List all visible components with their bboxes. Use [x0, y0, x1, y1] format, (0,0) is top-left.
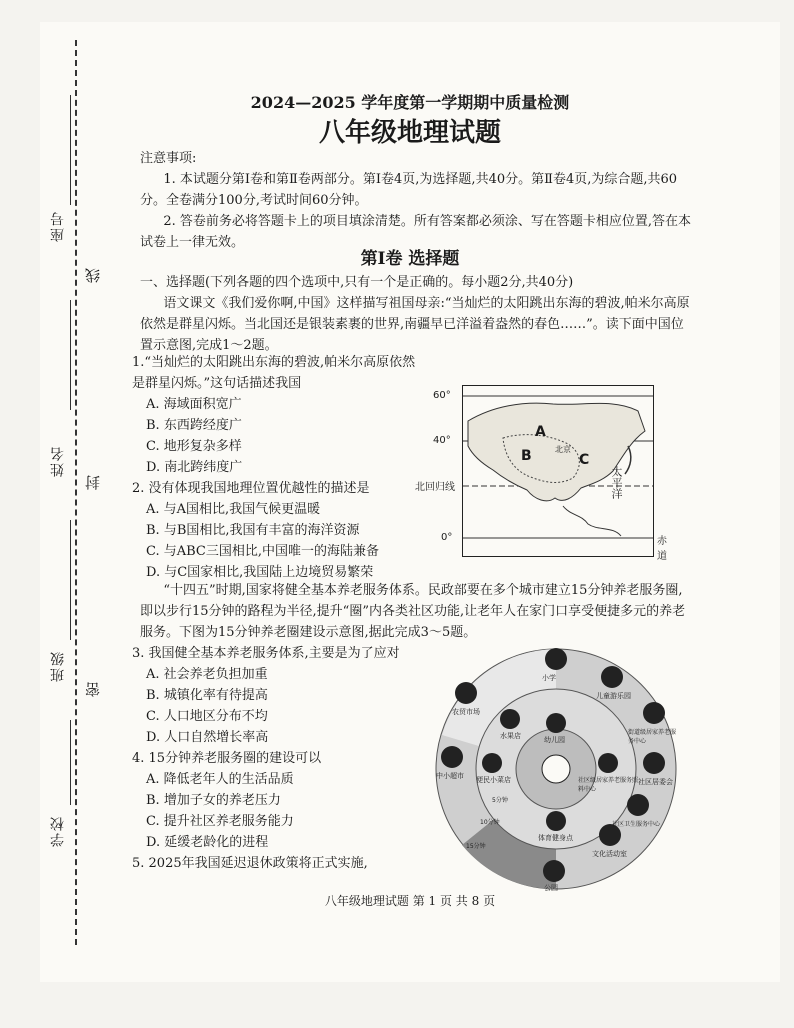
- option: D. 人口自然增长率高: [146, 730, 269, 745]
- class-write-line: [70, 520, 71, 640]
- china-location-map: [415, 385, 667, 562]
- option: B. 增加子女的养老压力: [146, 793, 281, 808]
- option: C. 地形复杂多样: [146, 439, 242, 454]
- binding-dashed-line: [75, 40, 77, 945]
- region-b-label: B: [521, 448, 532, 464]
- exam-title: 2024—2025 学年度第一学期期中质量检测: [250, 93, 570, 112]
- question-1: [132, 352, 422, 478]
- option: D. 南北跨纬度广: [146, 460, 243, 475]
- circle-label: 文化活动室: [592, 850, 627, 858]
- subject-title: 八年级地理试题: [318, 118, 501, 148]
- distance-label: 5分钟: [492, 797, 508, 804]
- circle-label: 幼儿园: [544, 736, 565, 744]
- question-stem: 2. 没有体现我国地理位置优越性的描述是: [132, 481, 370, 496]
- passage-2: [140, 580, 695, 643]
- circle-label: 公园: [544, 884, 558, 892]
- option: B. 与B国相比,我国有丰富的海洋资源: [146, 523, 360, 538]
- circle-label: 小学: [542, 674, 556, 682]
- question-stem: 3. 我国健全基本养老服务体系,主要是为了应对: [132, 646, 400, 661]
- beijing-label: 北京: [555, 445, 571, 454]
- page-footer: 八年级地理试题 第 1 页 共 8 页: [324, 894, 496, 908]
- lat-label: 40°: [433, 435, 451, 446]
- question-4: [132, 748, 432, 853]
- circle-label: 中小超市: [436, 772, 464, 780]
- name-label: 姓名: [50, 445, 66, 477]
- note-item: 2. 答卷前务必将答题卡上的项目填涂清楚。所有答案都必须涂、写在答题卡相应位置,答在本试卷上一律无效。: [140, 214, 692, 250]
- school-label: 学校: [50, 815, 66, 847]
- circle-label: 水果店: [500, 732, 521, 740]
- seal-char-seal: 封: [84, 475, 102, 490]
- name-write-line: [70, 300, 71, 410]
- question-stem: 4. 15分钟养老服务圈的建设可以: [132, 751, 322, 766]
- question-stem: 5. 2025年我国延迟退休政策将正式实施,: [132, 856, 368, 871]
- circle-label: 农贸市场: [452, 708, 480, 716]
- region-c-label: C: [579, 452, 590, 468]
- region-a-label: A: [535, 424, 546, 440]
- lat-label: 0°: [441, 532, 453, 543]
- circle-label: 便民小菜店: [476, 776, 511, 784]
- option: C. 人口地区分布不均: [146, 709, 268, 724]
- note-item: 1. 本试题分第Ⅰ卷和第Ⅱ卷两部分。第Ⅰ卷4页,为选择题,共40分。第Ⅱ卷4页,为综合题,共60分。全卷满分100分,考试时间60分钟。: [140, 172, 678, 208]
- notes: [140, 148, 695, 253]
- question-2: [132, 478, 442, 583]
- option: A. 海域面积宽广: [146, 397, 242, 412]
- pacific-label: 太平洋: [610, 466, 623, 499]
- option: D. 与C国家相比,我国陆上边境贸易繁荣: [146, 565, 374, 580]
- school-write-line: [70, 720, 71, 805]
- option: A. 与A国相比,我国气候更温暖: [146, 502, 321, 517]
- tropic-label: 北回归线: [415, 482, 455, 493]
- equator-label: 赤道: [657, 536, 667, 562]
- option: B. 东西跨经度广: [146, 418, 242, 433]
- circle-label: 儿童游乐园: [596, 692, 631, 700]
- circle-label: 街道级居家养老服务中心: [628, 729, 677, 745]
- distance-label: 15分钟: [466, 843, 486, 850]
- question-stem: 1.“当灿烂的太阳跳出东海的碧波,帕米尔高原依然是群星闪烁。”这句话描述我国: [132, 355, 416, 391]
- passage-2-text: “十四五”时期,国家将健全基本养老服务体系。民政部要在多个城市建立15分钟养老服务圈,即以步行15分钟的路程为半径,提升“圈”内各类社区功能,让老年人在家门口享受便捷多元的养老服务。下图为15分钟养老圈建设示意图,据此完成3～5题。: [140, 583, 686, 640]
- seal-char-line: 线: [84, 268, 102, 283]
- southeast-asia-islands: [563, 506, 621, 536]
- question-5: [132, 853, 432, 874]
- seal-char-secret: 密: [84, 682, 102, 697]
- seat-label: 座号: [50, 210, 66, 242]
- circle-label: 社区居委会: [638, 778, 673, 786]
- option: D. 延缓老龄化的进程: [146, 835, 269, 850]
- passage-1: 语文课文《我们爱你啊,中国》这样描写祖国母亲:“当灿烂的太阳跳出东海的碧波,帕米尔高原依然是群星闪烁。当北国还是银装素裹的世界,南疆早已洋溢着盎然的春色……”。读下面中国位置示意图,完成1～2题。: [140, 296, 690, 353]
- lat-label: 60°: [433, 390, 451, 401]
- seat-write-line: [70, 95, 71, 205]
- question-3: [132, 643, 432, 748]
- option: A. 降低老年人的生活品质: [146, 772, 294, 787]
- circle-graphic: [432, 645, 680, 893]
- option: B. 城镇化率有待提高: [146, 688, 268, 703]
- section-instruction: 一、选择题(下列各题的四个选项中,只有一个是正确的。每小题2分,共40分): [140, 275, 574, 290]
- map-graphic: [463, 386, 653, 556]
- circle-label: 社区级居家养老服务照料中心: [578, 777, 639, 793]
- distance-label: 10分钟: [480, 819, 500, 826]
- option: A. 社会养老负担加重: [146, 667, 268, 682]
- class-label: 班级: [50, 650, 66, 682]
- elderly-care-circle-diagram: [432, 645, 680, 893]
- circle-label: 社区卫生服务中心: [612, 821, 661, 828]
- section-title: 第Ⅰ卷 选择题: [360, 249, 460, 269]
- option: C. 提升社区养老服务能力: [146, 814, 294, 829]
- section-intro: [140, 272, 695, 356]
- option: C. 与ABC三国相比,中国唯一的海陆兼备: [146, 544, 380, 559]
- notes-heading: 注意事项:: [140, 151, 197, 166]
- circle-label: 体育健身点: [538, 834, 573, 842]
